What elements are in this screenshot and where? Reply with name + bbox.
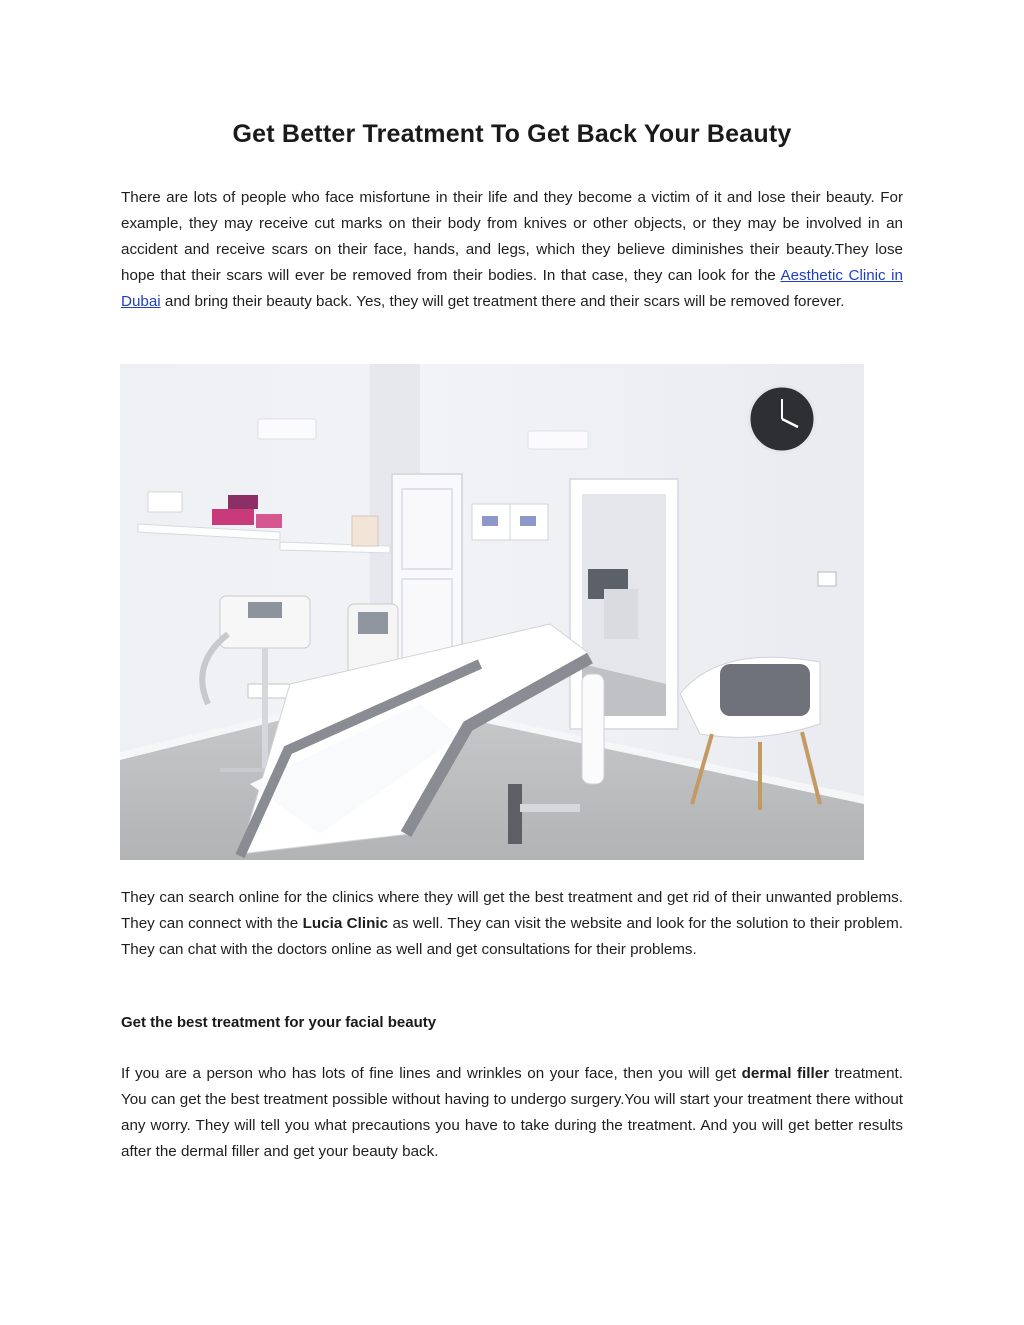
page-title: Get Better Treatment To Get Back Your Beauty: [232, 120, 792, 148]
intro-paragraph: [121, 185, 903, 315]
dermal-filler-bold: dermal filler: [741, 1065, 830, 1082]
paragraph2-text-after-bold: as well. They can visit the website and look for the solution to their problem. They can chat with the doctors online as well and get consultations for their problems.: [121, 915, 903, 958]
paragraph3-text-before-bold: If you are a person who has lots of fine lines and wrinkles on your face, then you will get: [121, 1065, 742, 1082]
intro-text-after-link: and bring their beauty back. Yes, they will get treatment there and their scars will be removed forever.: [160, 293, 845, 310]
paragraph2-text-before-bold: They can search online for the clinics where they will get the best treatment and get rid of their unwanted problems. They can connect with the: [121, 889, 903, 932]
lucia-clinic-bold: Lucia Clinic: [302, 915, 389, 932]
intro-text-before-link: There are lots of people who face misfortune in their life and they become a victim of it and lose their beauty. For example, they may receive cut marks on their body from knives or other objects, or they may be involved in an accident and receive scars on their face, hands, and legs, which they believe diminishes their beauty.They lose hope that their scars will ever be removed from their bodies. In that case, they can look for the: [121, 189, 903, 284]
paragraph3-text-after-bold: treatment. You can get the best treatment possible without having to undergo surgery.You will start your treatment there without any worry. They will tell you what precautions you have to take during the treatment. And you will get better results after the dermal filler and get your beauty back.: [121, 1065, 903, 1160]
aesthetic-clinic-link[interactable]: Aesthetic Clinic in Dubai: [121, 267, 903, 310]
section-subheading: Get the best treatment for your facial beauty: [121, 1014, 437, 1031]
clinic-room-photo: [120, 364, 864, 860]
dermal-filler-paragraph: [121, 1061, 903, 1165]
search-clinics-paragraph: [121, 885, 903, 963]
